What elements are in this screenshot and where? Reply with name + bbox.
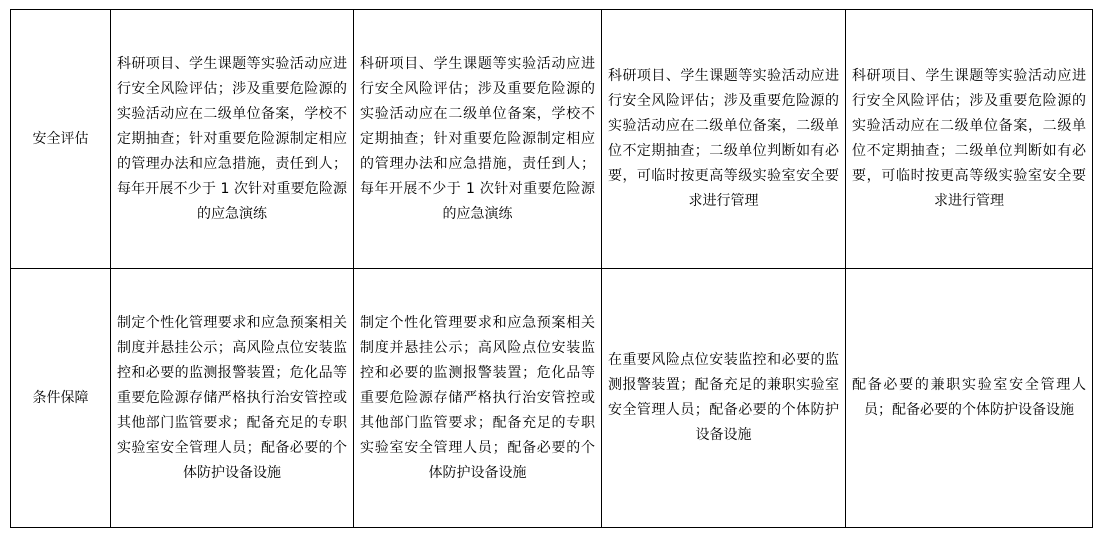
table-cell: 科研项目、学生课题等实验活动应进行安全风险评估；涉及重要危险源的实验活动应在二级单位备案，二级单位不定期抽查；二级单位判断如有必要，可临时按更高等级实验室安全要求进行管理 (846, 10, 1093, 269)
requirements-table (10, 9, 1093, 528)
table-cell: 配备必要的兼职实验室安全管理人员；配备必要的个体防护设备设施 (846, 269, 1093, 528)
row-label-condition-guarantee: 条件保障 (11, 269, 111, 528)
row-label-safety-assessment: 安全评估 (11, 10, 111, 269)
table-cell: 科研项目、学生课题等实验活动应进行安全风险评估；涉及重要危险源的实验活动应在二级单位备案，二级单位不定期抽查；二级单位判断如有必要，可临时按更高等级实验室安全要求进行管理 (602, 10, 846, 269)
table-cell: 制定个性化管理要求和应急预案相关制度并悬挂公示；高风险点位安装监控和必要的监测报警装置；危化品等重要危险源存储严格执行治安管控或其他部门监管要求；配备充足的专职实验室安全管理人员；配备必要的个体防护设备设施 (354, 269, 602, 528)
table-row-condition-guarantee (11, 269, 1093, 528)
table-cell: 在重要风险点位安装监控和必要的监测报警装置；配备充足的兼职实验室安全管理人员；配备必要的个体防护设备设施 (602, 269, 846, 528)
table-cell: 科研项目、学生课题等实验活动应进行安全风险评估；涉及重要危险源的实验活动应在二级单位备案，学校不定期抽查；针对重要危险源制定相应的管理办法和应急措施，责任到人；每年开展不少于 1 次针对重要危险源的应急演练 (111, 10, 354, 269)
table-row-safety-assessment (11, 10, 1093, 269)
table-cell: 制定个性化管理要求和应急预案相关制度并悬挂公示；高风险点位安装监控和必要的监测报警装置；危化品等重要危险源存储严格执行治安管控或其他部门监管要求；配备充足的专职实验室安全管理人员；配备必要的个体防护设备设施 (111, 269, 354, 528)
table-cell: 科研项目、学生课题等实验活动应进行安全风险评估；涉及重要危险源的实验活动应在二级单位备案，学校不定期抽查；针对重要危险源制定相应的管理办法和应急措施，责任到人；每年开展不少于 1 次针对重要危险源的应急演练 (354, 10, 602, 269)
